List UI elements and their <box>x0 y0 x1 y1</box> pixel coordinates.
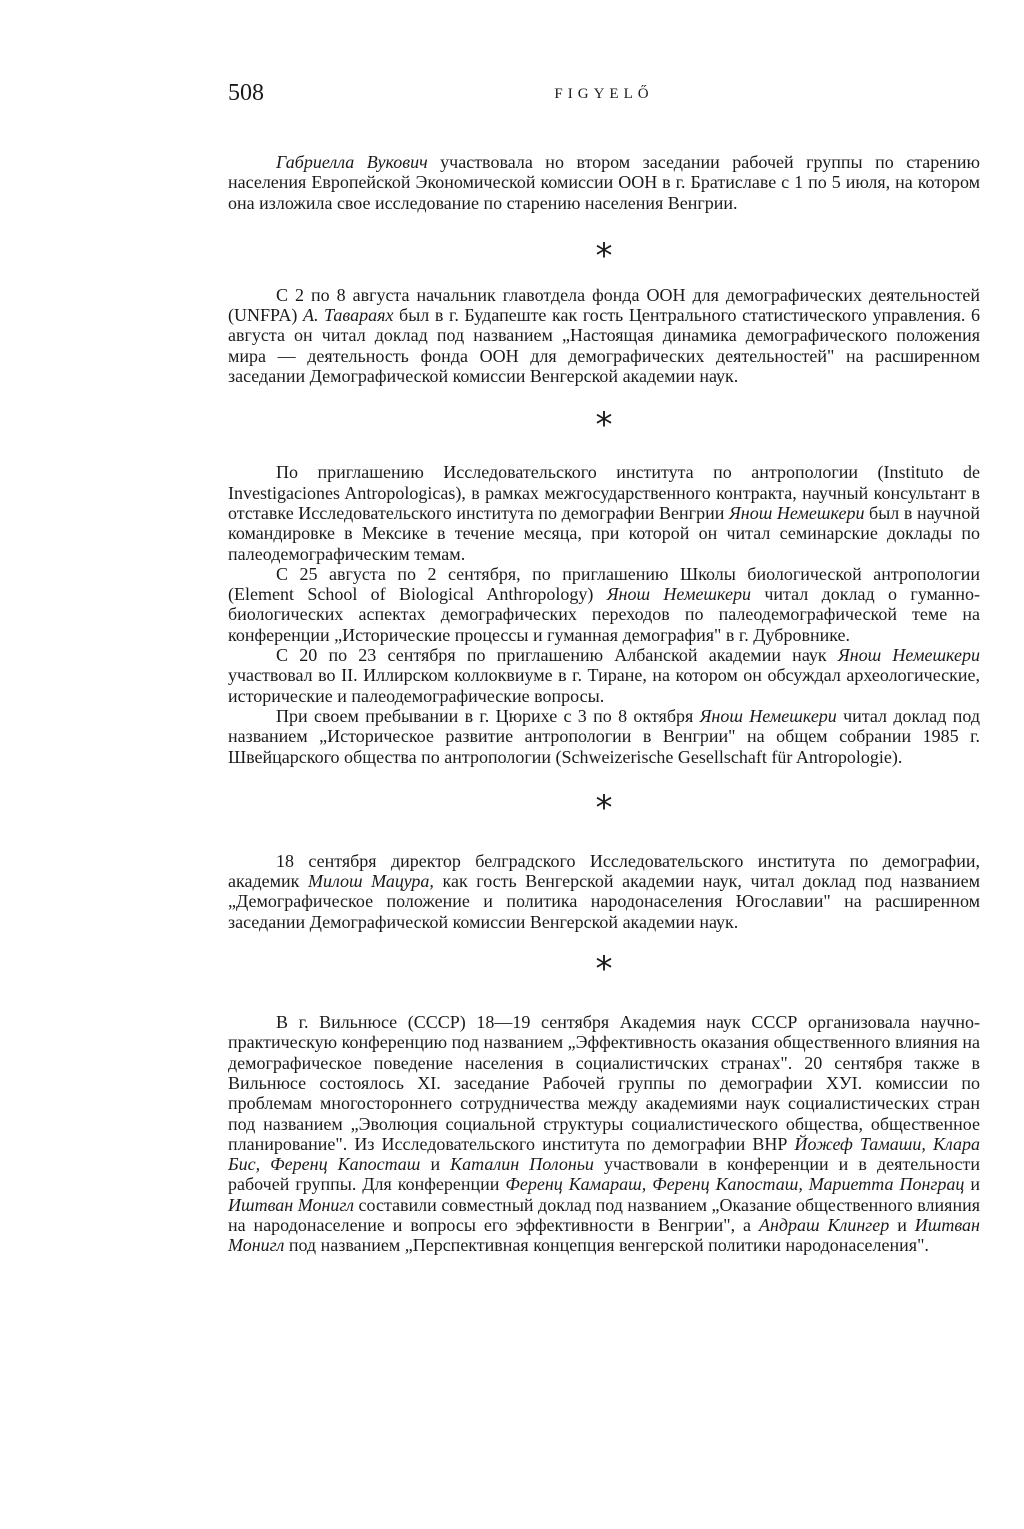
text-run: участвовали в конференции и в деятельности рабочей группы. Для конференции <box>228 1154 980 1195</box>
paragraph <box>228 1012 980 1256</box>
italic-name-run: Иштван Монигл <box>228 1214 980 1256</box>
text-run: В г. Вильнюсе (СССР) 18—19 сентября Академия наук СССР организовала научно-практическую конференцию под названием „Эффективность оказания общественного влияния на демографическое поведение населения в социалистичских странах". 20 сентября также в Вильнюсе состоялось XI. заседание Рабочей группы по демографии ХУI. комиссии по проблемам многостороннего сотрудничества между академиями наук социалистических стран под названием „Эволюция социальной структуры социалистического общества, общественное планирование". Из Исследовательского института по демографии ВНР <box>228 1012 980 1154</box>
italic-name-run: Ференц Камараш, Ференц Капосташ, Мариетта Понграц <box>505 1174 965 1195</box>
paragraph <box>228 152 980 213</box>
text-run: 18 сентября директор белградского Исследовательского института по демографии, академик <box>228 850 980 892</box>
news-item <box>228 851 980 932</box>
text-run: составили совместный доклад под названием „Оказание общественного влияния на народонаселение и вопросы его эффективности в Венгрии", а <box>228 1194 980 1235</box>
italic-name-run: Габриелла Вукович <box>276 152 428 172</box>
text-run: С 20 по 23 сентября по приглашению Албанской академии наук <box>276 645 838 666</box>
italic-name-run: Каталин Полоньи <box>450 1154 594 1175</box>
section-separator-asterisk: * <box>595 405 613 446</box>
text-run: С 2 по 8 августа начальник главотдела фонда ООН для демографических деятельностей (UNFPA) <box>228 284 980 326</box>
italic-name-run: Милош Мацура, <box>307 871 434 892</box>
news-item <box>228 152 980 213</box>
text-run: С 25 августа по 2 сентября, по приглашению Школы биологической антропологии (Element School of Biological Anthropology) <box>228 563 980 605</box>
paragraph <box>228 564 980 645</box>
italic-name-run: Янош Немешкери <box>699 705 837 726</box>
text-run: и <box>889 1214 915 1235</box>
running-title: FIGYELŐ <box>554 86 654 102</box>
text-run: был в научной командировке в Мексике в течение месяца, при которой он читал семинарские доклады по палеодемографическим темам. <box>228 502 980 564</box>
text-run: читал доклад о гуманно-биологических аспектах демографических переходов по палеодемографической теме на конференции „Исторические процессы и гуманная демография" в г. Дубровнике. <box>228 584 980 645</box>
italic-name-run: Андраш Клингер <box>758 1214 890 1235</box>
paragraph <box>228 706 980 767</box>
italic-name-run: Иштван Монигл <box>228 1194 355 1215</box>
page-number: 508 <box>228 80 264 106</box>
paragraph <box>228 285 980 386</box>
section-separator-asterisk: * <box>595 235 613 276</box>
text-run: и <box>964 1174 980 1195</box>
italic-name-run: А. Тавараях <box>302 305 394 326</box>
text-run: читал доклад под названием „Историческое развитие антропологии в Венгрии" на общем собрании 1985 г. Швейцарского общества по антропологии (Schweizerische Gesellschaft für Antropologie). <box>228 705 980 767</box>
paragraph <box>228 645 980 706</box>
text-run: участвовал во II. Иллирском коллоквиуме в г. Тиране, на котором он обсуждал археологические, исторические и палеодемографические вопросы. <box>228 665 980 706</box>
paragraph <box>228 851 980 932</box>
text-run: При своем пребывании в г. Цюрихе с 3 по 8 октября <box>276 705 700 726</box>
italic-name-run: Янош Немешкери <box>837 645 980 666</box>
italic-name-run: Янош Немешкери <box>728 502 865 523</box>
page-header <box>228 80 980 116</box>
text-run: и <box>420 1154 451 1175</box>
text-run: был в г. Будапеште как гость Центрального статистического управления. 6 августа он читал доклад под названием „Настоящая динамика демографического положения мира — деятельность фонда ООН для демографических деятельностей" на расширенном заседании Демографической комиссии Венгерской академии наук. <box>228 305 980 387</box>
section-separator-asterisk: * <box>595 949 613 990</box>
text-run: как гость Венгерской академии наук, читал доклад под названием „Демографическое положение и политика народонаселения Югославии" на расширенном заседании Демографической комиссии Венгерской академии наук. <box>228 871 981 932</box>
article-body <box>228 152 980 1256</box>
news-item <box>228 285 980 386</box>
news-item <box>228 1012 980 1256</box>
news-item <box>228 462 980 766</box>
text-run: участвовала но втором заседании рабочей группы по старению населения Европейской Экономической комиссии ООН в г. Братиславе с 1 по 5 июля, на котором она изложила свое исследование по старению населения Венгрии. <box>228 152 980 213</box>
text-run: По приглашению Исследовательского института по антропологии (Instituto de Investigaciones Antropologicas), в рамках межгосударственного контракта, научный консультант в отставке Исследовательского института по демографии Венгрии <box>228 462 980 523</box>
paragraph <box>228 462 980 563</box>
section-separator-asterisk: * <box>595 787 613 828</box>
text-run: под названием „Перспективная концепция венгерской политики народонаселения". <box>284 1235 929 1256</box>
italic-name-run: Йожеф Тамаши, Клара Бис, Ференц Капосташ <box>228 1133 980 1175</box>
italic-name-run: Янош Немешкери <box>606 584 751 605</box>
